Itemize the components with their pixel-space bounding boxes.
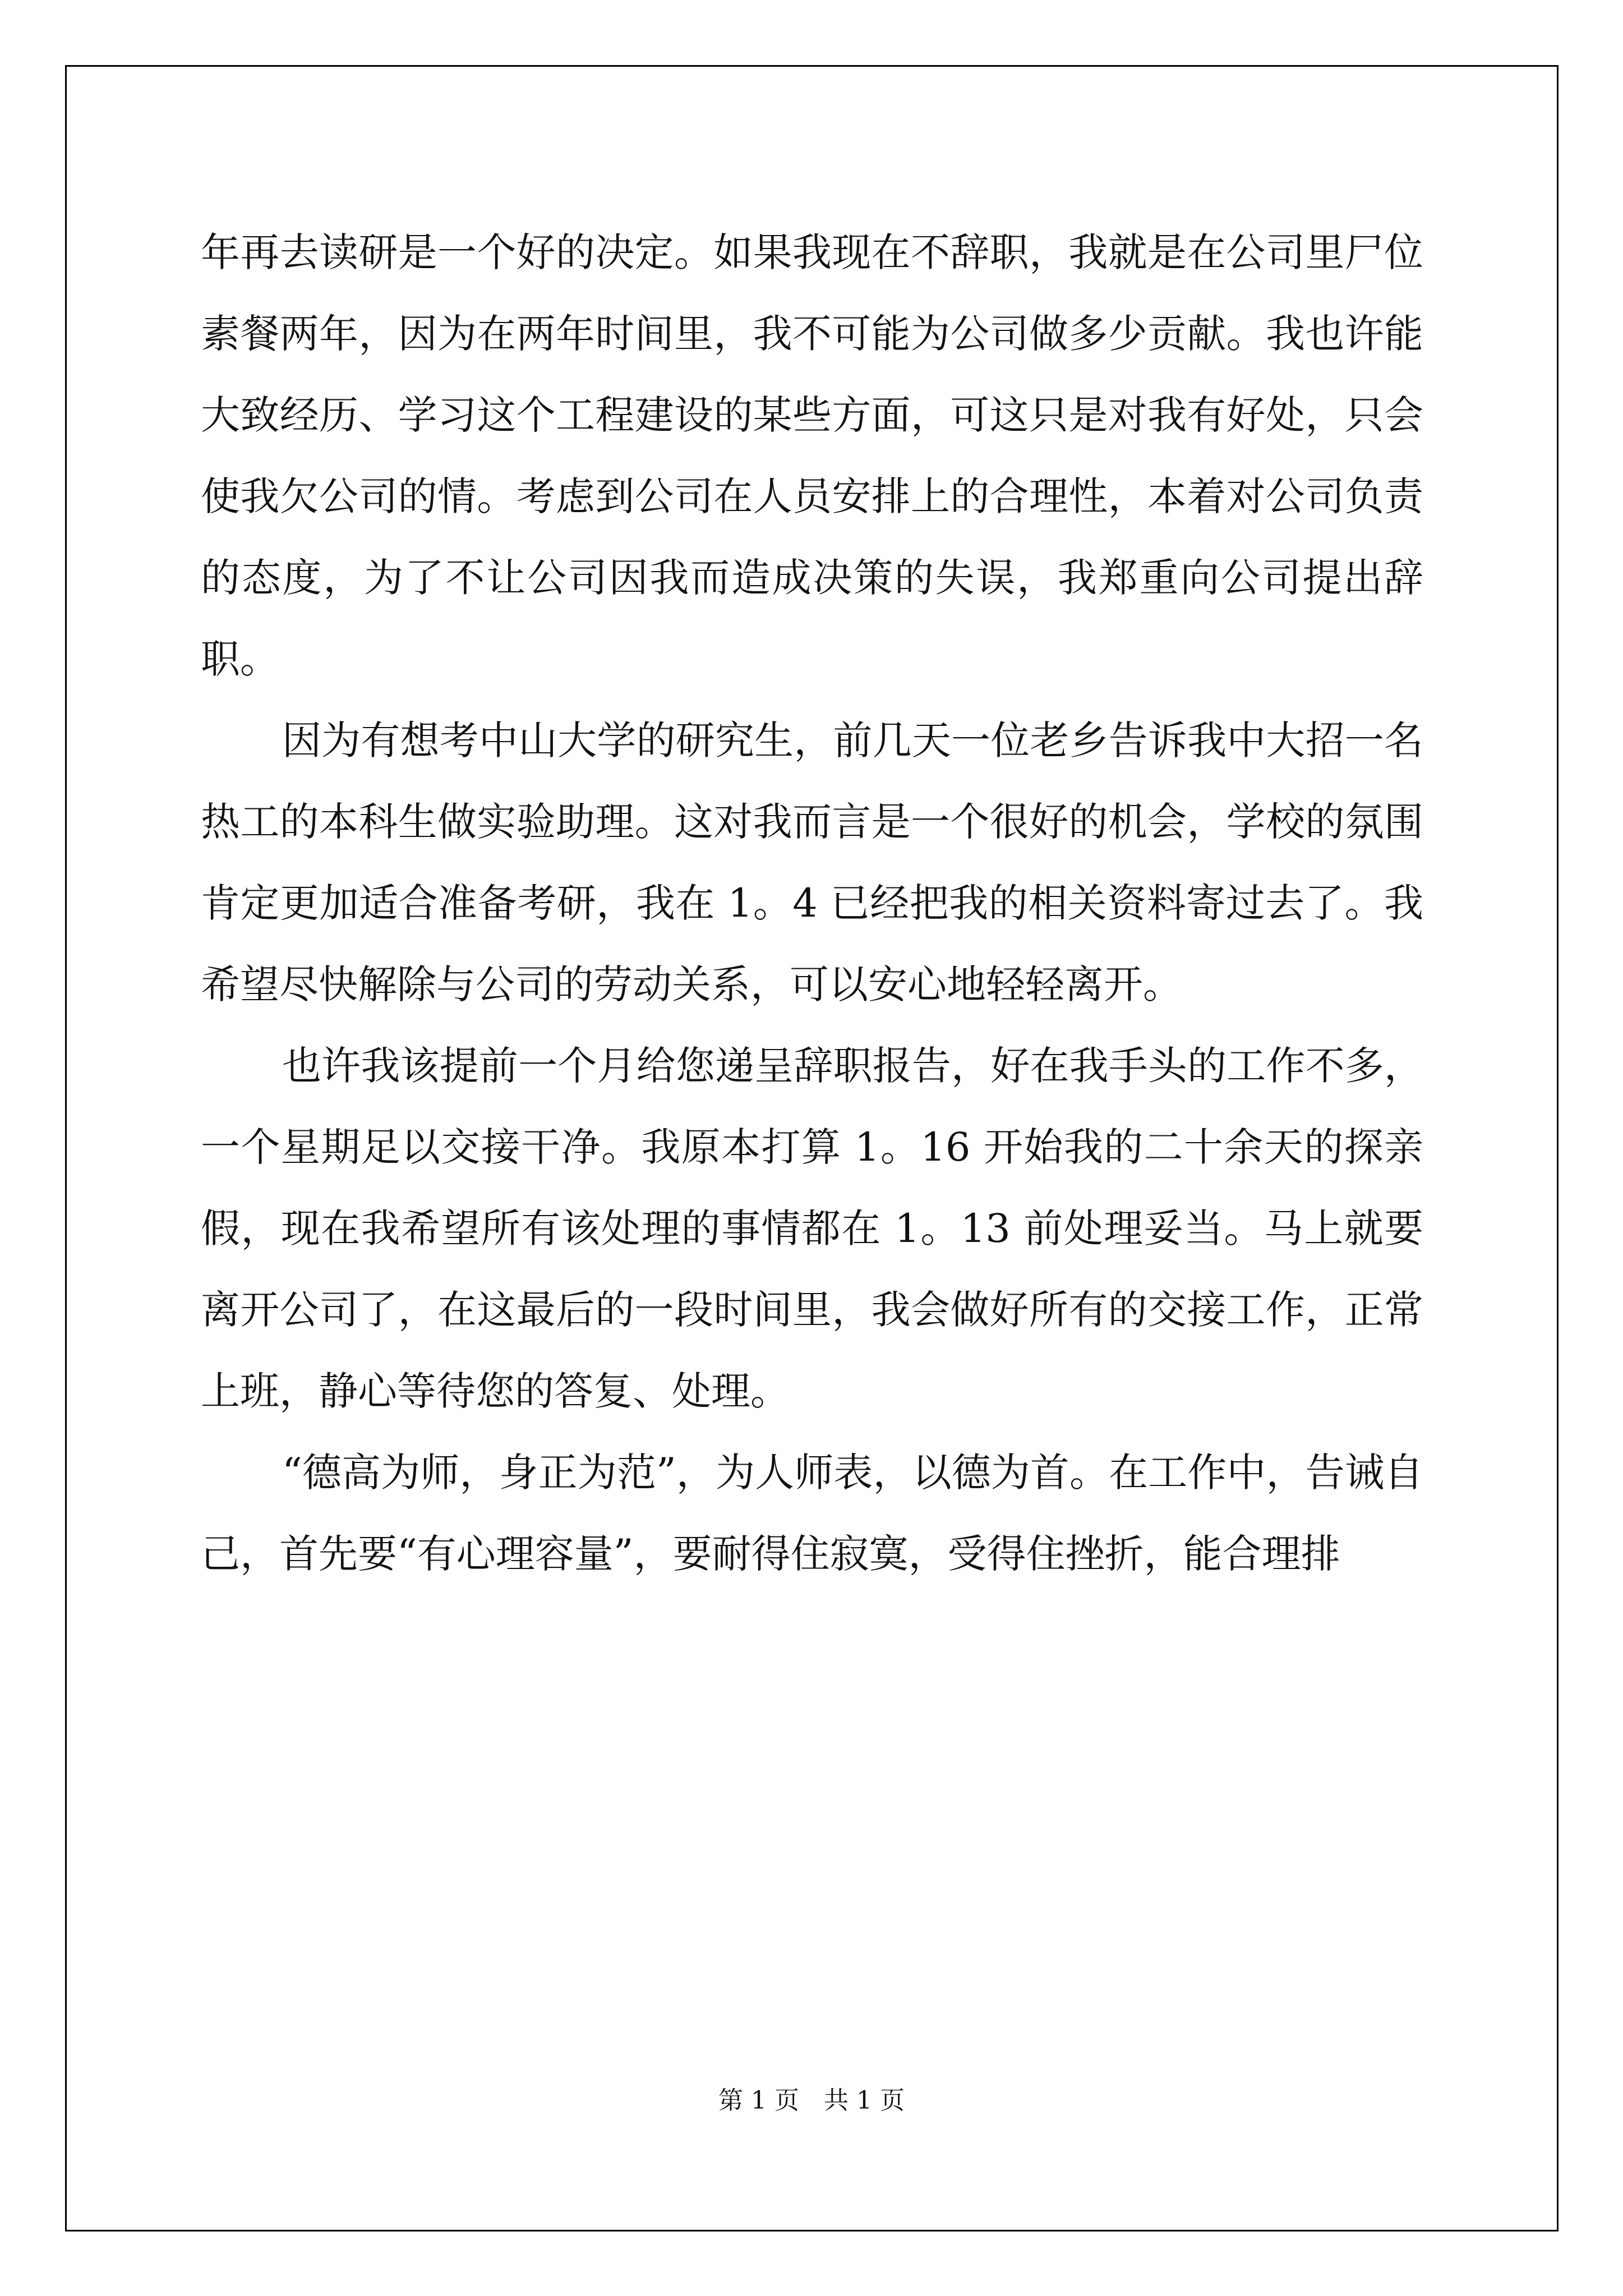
paragraph-4: “德高为师，身正为范”，为人师表，以德为首。在工作中，告诫自己，首先要“有心理容量”，要耐得住寂寞，受得住挫折，能合理排 — [201, 1450, 1423, 1577]
paragraph-3: 也许我该提前一个月给您递呈辞职报告，好在我手头的工作不多，一个星期足以交接干净。我原本打算 1。16 开始我的二十余天的探亲假，现在我希望所有该处理的事情都在 1。13 前处理妥当。马上就要离开公司了，在这最后的一段时间里，我会做好所有的交接工作，正常上班，静心等待您的答复、处理。 — [201, 1043, 1423, 1414]
document-body — [201, 212, 1423, 1595]
paragraph-2: 因为有想考中山大学的研究生，前几天一位老乡告诉我中大招一名热工的本科生做实验助理。这对我而言是一个很好的机会，学校的氛围肯定更加适合准备考研，我在 1。4 已经把我的相关资料寄过去了。我希望尽快解除与公司的劳动关系，可以安心地轻轻离开。 — [201, 717, 1423, 1007]
paragraph-1: 年再去读研是一个好的决定。如果我现在不辞职，我就是在公司里尸位素餐两年，因为在两年时间里，我不可能为公司做多少贡献。我也许能大致经历、学习这个工程建设的某些方面，可这只是对我有好处，只会使我欠公司的情。考虑到公司在人员安排上的合理性，本着对公司负责的态度，为了不让公司因我而造成决策的失误，我郑重向公司提出辞职。 — [201, 229, 1423, 682]
page-number-footer: 第 1 页 共 1 页 — [718, 2086, 905, 2115]
